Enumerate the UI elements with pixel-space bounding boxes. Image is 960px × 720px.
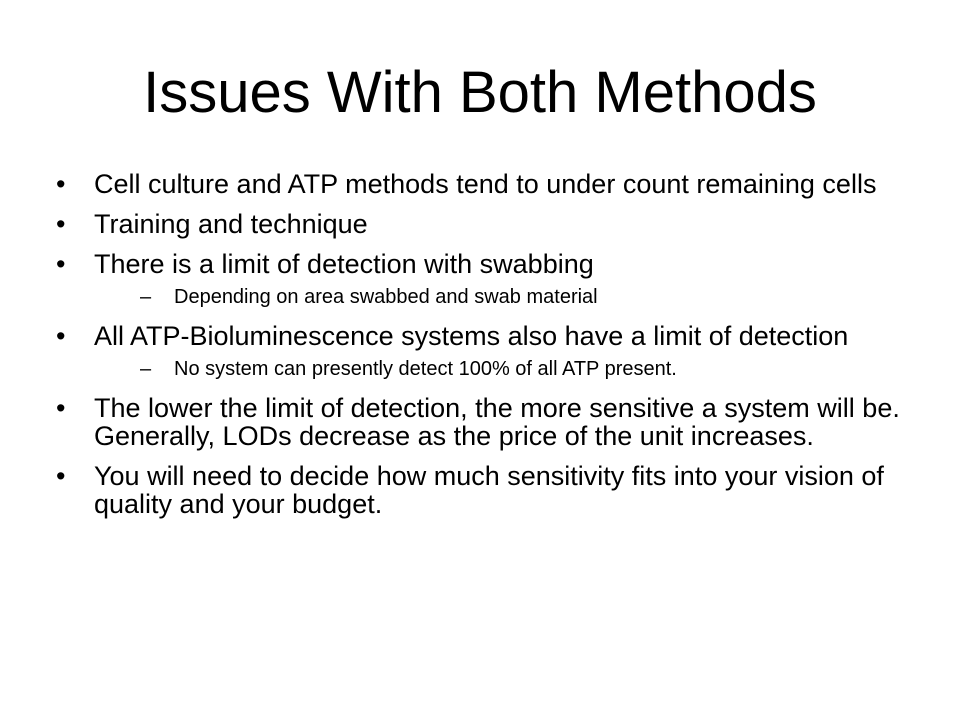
bullet-text: All ATP-Bioluminescence systems also have a limit of detection bbox=[94, 321, 849, 351]
bullet-marker: • bbox=[56, 461, 66, 491]
sub-bullet-text: Depending on area swabbed and swab material bbox=[174, 286, 598, 308]
bullet-item-3 bbox=[56, 250, 906, 310]
bullet-text: You will need to decide how much sensitivity fits into your vision of quality and your budget. bbox=[94, 461, 884, 519]
sub-bullet-item bbox=[94, 284, 906, 310]
bullet-marker: • bbox=[56, 393, 66, 423]
bullet-item-5 bbox=[56, 394, 906, 450]
bullet-marker: • bbox=[56, 321, 66, 351]
bullet-item-1 bbox=[56, 170, 906, 198]
bullet-item-4 bbox=[56, 322, 906, 382]
bullet-item-6 bbox=[56, 462, 906, 518]
bullet-marker: • bbox=[56, 209, 66, 239]
bullet-marker: • bbox=[56, 249, 66, 279]
bullet-text: The lower the limit of detection, the more sensitive a system will be. Generally, LODs decrease as the price of the unit increases. bbox=[94, 393, 900, 451]
slide-title: Issues With Both Methods bbox=[143, 60, 817, 125]
sub-bullet-marker: – bbox=[140, 358, 152, 380]
sub-bullet-marker: – bbox=[140, 286, 152, 308]
bullet-text: Training and technique bbox=[94, 209, 368, 239]
bullet-marker: • bbox=[56, 169, 66, 199]
bullet-text: Cell culture and ATP methods tend to under count remaining cells bbox=[94, 169, 877, 199]
sub-bullet-text: No system can presently detect 100% of all ATP present. bbox=[174, 358, 677, 380]
bullet-item-2 bbox=[56, 210, 906, 238]
sub-bullet-item bbox=[94, 356, 906, 382]
bullet-list bbox=[56, 170, 906, 530]
bullet-text: There is a limit of detection with swabbing bbox=[94, 249, 594, 279]
